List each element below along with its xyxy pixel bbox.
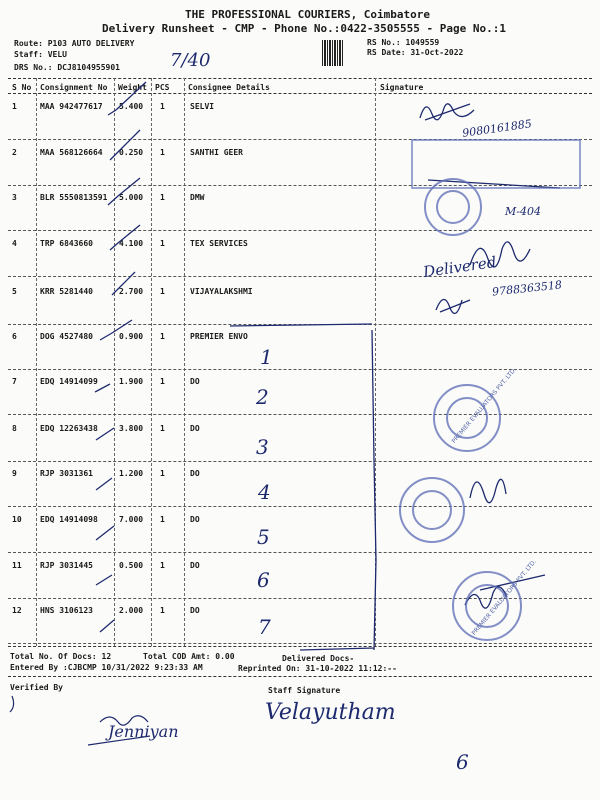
row-weight: 4.100: [119, 239, 144, 248]
tick-mark: [100, 320, 132, 340]
handwritten-number: 3: [256, 435, 269, 459]
row-consignment-no: RJP 3031445: [40, 561, 93, 570]
row-consignment-no: EDQ 12263438: [40, 424, 98, 433]
staff-signature-label: Staff Signature: [268, 686, 341, 695]
entered-by: Entered By :CJBCMP 10/31/2022 9:23:33 AM: [10, 663, 203, 672]
drs-number: DRS No.: DCJ8104955901: [14, 63, 120, 72]
verifier-handwritten-signature: Jenniyan: [108, 722, 179, 741]
tick-mark: [95, 384, 110, 392]
row-consignment-no: TRP 6843660: [40, 239, 93, 248]
col-header-pcs: PCS: [155, 83, 170, 92]
row-consignee: DO: [190, 424, 200, 433]
company-title: THE PROFESSIONAL COURIERS, Coimbatore: [185, 8, 431, 21]
row-sno: 10: [12, 515, 22, 524]
row-consignee: SANTHI GEER: [190, 148, 243, 157]
signature-5: [436, 299, 470, 313]
footer-bottom-rule: [8, 676, 592, 677]
tick-mark: [108, 178, 140, 205]
route-label: Route: P103 AUTO DELIVERY: [14, 39, 135, 48]
row-sno: 2: [12, 148, 17, 157]
row-consignment-no: RJP 3031361: [40, 469, 93, 478]
row-weight: 0.250: [119, 148, 144, 157]
handwritten-number: 1: [260, 345, 273, 369]
verified-by-label: Verified By: [10, 683, 63, 692]
handwritten-number: 5: [257, 525, 270, 549]
staff-label: Staff: VELU: [14, 50, 67, 59]
verifier-mark: [10, 696, 14, 712]
handwritten-m-note: M-404: [505, 205, 541, 218]
bracket-line: [300, 330, 376, 650]
signature-10: [470, 479, 506, 502]
row-consignment-no: MAA 942477617: [40, 102, 103, 111]
row-pcs: 1: [160, 606, 165, 615]
row-pcs: 1: [160, 332, 165, 341]
row-weight: 5.400: [119, 102, 144, 111]
handwritten-number: 4: [258, 480, 271, 504]
row-sno: 12: [12, 606, 22, 615]
row-sno: 1: [12, 102, 17, 111]
row-pcs: 1: [160, 102, 165, 111]
tick-mark: [112, 272, 135, 295]
row-pcs: 1: [160, 515, 165, 524]
col-header-signature: Signature: [380, 83, 424, 92]
row-pcs: 1: [160, 193, 165, 202]
handwritten-number: 7: [258, 615, 271, 639]
row-consignee: DO: [190, 377, 200, 386]
row-sno: 5: [12, 287, 17, 296]
col-header-sno: S No: [12, 83, 32, 92]
rs-date: RS Date: 31-Oct-2022: [367, 48, 464, 57]
row-consignee: DO: [190, 606, 200, 615]
stamp-circle: [400, 478, 464, 542]
row-pcs: 1: [160, 377, 165, 386]
stamp-circle: [413, 491, 451, 529]
row-pcs: 1: [160, 148, 165, 157]
stamp-text: PREMIER EVALUATORS PVT. LTD.: [450, 366, 518, 445]
row-consignment-no: EDQ 14914098: [40, 515, 98, 524]
row-weight: 7.000: [119, 515, 144, 524]
row-consignee: DO: [190, 561, 200, 570]
delivered-docs: Delivered Docs-: [282, 654, 355, 663]
row-sno: 9: [12, 469, 17, 478]
row-weight: 2.000: [119, 606, 144, 615]
row-consignment-no: DOG 4527480: [40, 332, 93, 341]
total-cod: Total COD Amt: 0.00: [143, 652, 235, 661]
row-weight: 1.200: [119, 469, 144, 478]
row-consignee: VIJAYALAKSHMI: [190, 287, 253, 296]
tick-mark: [100, 620, 114, 632]
row-consignment-no: BLR 5550813591: [40, 193, 108, 202]
row-consignee: DO: [190, 469, 200, 478]
row-consignment-no: KRR 5281440: [40, 287, 93, 296]
bracket-line: [230, 324, 372, 326]
row-sno: 7: [12, 377, 17, 386]
handwritten-delivered: Delivered: [422, 252, 498, 282]
footer-top-rule: [8, 646, 592, 647]
row-sno: 4: [12, 239, 17, 248]
tick-mark: [96, 428, 114, 440]
row-weight: 0.500: [119, 561, 144, 570]
col-header-consignee: Consignee Details: [188, 83, 270, 92]
staff-handwritten-signature: Velayutham: [265, 700, 396, 725]
row-consignee: TEX SERVICES: [190, 239, 248, 248]
handwritten-phone-2: 9788363518: [491, 278, 563, 299]
row-consignee: PREMIER ENVO: [190, 332, 248, 341]
tick-mark: [110, 225, 140, 250]
row-consignment-no: HNS 3106123: [40, 606, 93, 615]
row-pcs: 1: [160, 424, 165, 433]
row-consignee: DMW: [190, 193, 205, 202]
tick-mark: [96, 526, 114, 540]
signature-line: [428, 180, 560, 188]
rs-number: RS No.: 1049559: [367, 38, 440, 47]
tick-mark: [108, 82, 146, 115]
row-pcs: 1: [160, 469, 165, 478]
tick-mark: [110, 130, 140, 160]
col-header-weight: Weight: [118, 83, 147, 92]
row-sno: 8: [12, 424, 17, 433]
handwritten-phone-1: 9080161885: [461, 117, 533, 140]
stamp-circle: [437, 191, 469, 223]
tick-mark: [96, 575, 112, 585]
runsheet-subtitle: Delivery Runsheet - CMP - Phone No.:0422-3505555 - Page No.:1: [102, 22, 506, 35]
row-consignment-no: EDQ 14914099: [40, 377, 98, 386]
reprinted-on: Reprinted On: 31-10-2022 11:12:--: [238, 664, 397, 673]
total-docs: Total No. Of Docs: 12: [10, 652, 112, 661]
row-consignment-no: MAA 568126664: [40, 148, 103, 157]
handwritten-number: 6: [257, 568, 270, 592]
row-weight: 5.000: [119, 193, 144, 202]
row-weight: 0.900: [119, 332, 144, 341]
row-sno: 3: [12, 193, 17, 202]
row-pcs: 1: [160, 561, 165, 570]
row-sno: 6: [12, 332, 17, 341]
handwritten-page-number: 6: [456, 750, 469, 774]
handwritten-count: 7/40: [170, 50, 211, 71]
row-weight: 3.800: [119, 424, 144, 433]
row-sno: 11: [12, 561, 22, 570]
row-weight: 2.700: [119, 287, 144, 296]
row-pcs: 1: [160, 287, 165, 296]
row-pcs: 1: [160, 239, 165, 248]
stamp-text: PREMIER EVALUATORS PVT. LTD.: [470, 558, 538, 637]
col-header-consignment: Consignment No: [40, 83, 108, 92]
row-consignee: SELVI: [190, 102, 215, 111]
row-weight: 1.900: [119, 377, 144, 386]
row-consignee: DO: [190, 515, 200, 524]
tick-mark: [96, 478, 112, 490]
handwritten-number: 2: [256, 385, 269, 409]
